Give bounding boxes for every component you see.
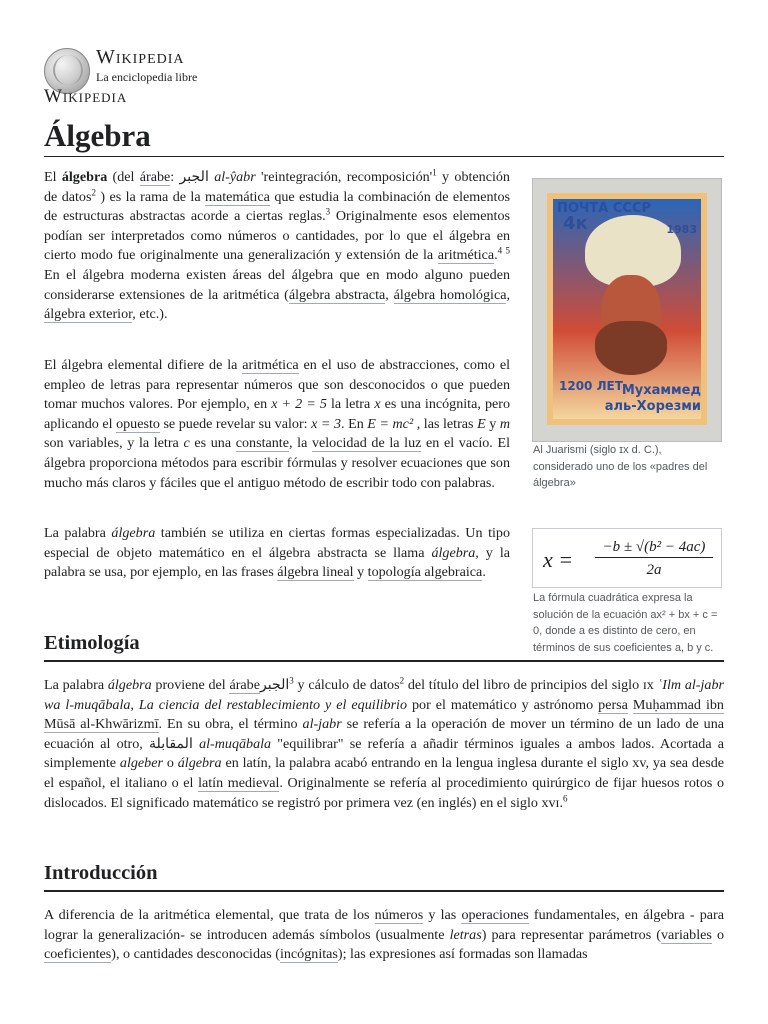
italic-term: letras xyxy=(449,926,482,943)
link-variables[interactable]: variables xyxy=(660,926,712,943)
math-expression: x = 3 xyxy=(311,415,342,432)
text: (del xyxy=(107,169,140,185)
link-algebra-lineal[interactable]: álgebra lineal xyxy=(277,564,354,581)
math-expression: E xyxy=(477,415,486,432)
text: ) para representar parámetros ( xyxy=(481,926,661,943)
italic-term: algeber xyxy=(119,755,163,772)
stamp-value-text: 4к xyxy=(563,213,588,234)
formula-numerator: −b ± √(b² − 4ac) xyxy=(595,539,713,558)
link-aritmetica[interactable]: aritmética xyxy=(437,247,495,264)
transliteration: al-ŷabr xyxy=(214,169,256,185)
text: , xyxy=(506,286,510,303)
text: que estudia la combinación de elementos de estructuras abstractas acorde a ciertas reglas. xyxy=(44,188,510,225)
italic-term: al-jabr xyxy=(302,716,342,733)
text: "equilibrar" se refería a añadir términos iguales a ambos lados. Acortada a simplemente xyxy=(44,735,724,772)
arabic-term: المقابلة xyxy=(148,735,193,752)
link-constante[interactable]: constante xyxy=(235,435,289,452)
page-title: Álgebra xyxy=(44,118,724,157)
italic-term: al-muqābala xyxy=(199,735,272,752)
italic-term: álgebra xyxy=(177,755,222,772)
link-algebra-abstracta[interactable]: álgebra abstracta xyxy=(288,286,386,303)
text: La palabra xyxy=(44,677,108,693)
text: A diferencia de la aritmética elemental, que trata de los xyxy=(44,907,375,923)
text: ), o cantidades desconocidas ( xyxy=(111,946,280,963)
stamp-name-line-2: аль-Хорезми xyxy=(604,399,701,414)
italic-term: álgebra xyxy=(107,677,152,693)
link-operaciones[interactable]: operaciones xyxy=(461,907,529,923)
text: ); las expresiones así formadas son llamadas xyxy=(337,946,588,963)
stamp-beard xyxy=(595,321,667,375)
stamp-year-text: 1983 xyxy=(666,223,697,236)
link-latin-medieval[interactable]: latín medieval xyxy=(198,774,280,791)
text: y obtención de datos xyxy=(44,169,510,205)
wikipedia-tagline: La enciclopedia libre xyxy=(96,70,198,84)
arabic-term: الجبر xyxy=(179,169,209,185)
text: El xyxy=(44,169,62,185)
reference-6[interactable]: 6 xyxy=(562,792,568,803)
etimologia-paragraph xyxy=(44,676,724,813)
math-expression: x + 2 = 5 xyxy=(271,396,327,413)
link-opuesto[interactable]: opuesto xyxy=(116,415,160,432)
text: , la xyxy=(288,435,312,452)
text: La palabra xyxy=(44,525,112,541)
text: se refería a la operación de mover un término de un lado de una ecuación al otro, xyxy=(44,716,725,752)
stamp-caption: Al Juarismi (siglo ɪx d. C.), considerado uno de los «padres del álgebra» xyxy=(533,444,708,489)
text: o xyxy=(711,926,725,943)
text: en el vacío. El álgebra proporciona métodos para escribir fórmulas y resolver ecuaciones que son mucho más claros y fáciles que el antiguo método de escribir todo con palabras. xyxy=(44,435,510,491)
link-numeros[interactable]: números xyxy=(374,907,424,923)
reference-3[interactable]: 3 xyxy=(289,675,294,686)
text: y xyxy=(353,564,368,581)
italic-term: álgebra xyxy=(431,544,476,561)
al-juarismi-stamp-image[interactable] xyxy=(532,178,722,442)
text: en el uso de abstracciones, como el empleo de letras para representar números que son desconocidos o que pueden tomar muchos valores. Por ejemplo, en xyxy=(44,357,510,413)
text: y xyxy=(485,415,500,432)
text: y las xyxy=(423,907,462,923)
introduccion-paragraph xyxy=(44,906,724,965)
bold-term: álgebra xyxy=(61,169,108,185)
text: la letra xyxy=(326,396,375,413)
link-matematica[interactable]: matemática xyxy=(204,188,270,205)
text: , xyxy=(385,286,394,303)
stamp-name-line-1: Мухаммед xyxy=(621,383,701,398)
text: fundamentales, en álgebra - para lograr la generalización- se introducen además símbolos (usualmente xyxy=(44,907,725,943)
math-expression: E = mc² xyxy=(367,415,414,432)
text: es una incógnita, pero aplicando el xyxy=(44,396,510,432)
text: son variables, y la letra xyxy=(44,435,184,452)
math-expression: m xyxy=(499,415,510,432)
intro-paragraph-3 xyxy=(44,524,510,583)
link-incognitas[interactable]: incógnitas xyxy=(279,946,338,963)
text: se puede revelar su valor: xyxy=(159,415,312,432)
quadratic-formula-image[interactable] xyxy=(532,528,722,588)
text: Originalmente esos elementos podían ser interpretados como números o cantidades, por lo que el álgebra en cierto modo fue originalmente una generalización y extensión de la xyxy=(44,208,510,264)
text: por el matemático y astrónomo xyxy=(407,696,599,713)
intro-paragraph-2 xyxy=(44,356,510,493)
text: , las letras xyxy=(413,415,478,432)
link-arabe[interactable]: árabe xyxy=(229,677,260,693)
formula-denominator: 2a xyxy=(646,562,662,578)
link-al-khwarizmi[interactable]: Muḥammad ibn Mūsā al-Khwārizmī xyxy=(44,696,724,733)
text: , etc.). xyxy=(132,306,168,323)
intro-paragraph-1 xyxy=(44,168,510,325)
text: El álgebra elemental difiere de la xyxy=(44,357,243,373)
text: . En su obra, el término xyxy=(158,716,303,733)
reference-3[interactable]: 3 xyxy=(325,206,331,217)
italic-term: álgebra xyxy=(111,525,156,541)
text: y cálculo de datos xyxy=(293,677,400,693)
math-expression: c xyxy=(183,435,190,452)
wikipedia-wordmark[interactable]: Wikipedia xyxy=(96,46,185,68)
formula-lhs: x = xyxy=(543,547,574,572)
text: . En xyxy=(341,415,368,432)
reference-2[interactable]: 2 xyxy=(399,675,405,686)
link-velocidad-de-la-luz[interactable]: velocidad de la luz xyxy=(311,435,422,452)
math-expression: x xyxy=(374,396,381,413)
text: ) es la rama de la xyxy=(95,188,205,205)
text: también se utiliza en ciertas formas especializadas. Un tipo especial de objeto matemático en el álgebra abstracta se llama xyxy=(44,525,510,561)
section-heading-introduccion: Introducción xyxy=(44,862,724,892)
book-title: ʿIlm al-jabr wa l-muqābala, La ciencia del restablecimiento y el equilibrio xyxy=(44,677,724,713)
text: , y la palabra se usa, por ejemplo, en las frases xyxy=(44,544,510,581)
reference-4-5[interactable]: 4 5 xyxy=(497,245,511,256)
link-arabe[interactable]: árabe xyxy=(139,169,171,185)
link-persa[interactable]: persa xyxy=(598,696,628,713)
text: . Originalmente se refería al procedimiento quirúrgico de fijar huesos rotos o dislocados. El significado matemático se registró por primera vez (en inglés) en el siglo xvɪ. xyxy=(44,774,725,811)
reference-2[interactable]: 2 xyxy=(91,186,96,197)
stamp-country-text: ПОЧТА СССР xyxy=(557,201,652,216)
link-aritmetica[interactable]: aritmética xyxy=(242,357,299,373)
text: En el álgebra moderna existen áreas del álgebra que en modo alguno pueden considerarse extensiones de la aritmética ( xyxy=(44,266,510,303)
text: o xyxy=(162,755,178,772)
stamp-artwork xyxy=(547,193,707,425)
text: : xyxy=(170,169,180,185)
site-header xyxy=(44,44,744,114)
text: del título del libro de principios del siglo ɪx xyxy=(404,677,658,693)
link-topologia-algebraica[interactable]: topología algebraica xyxy=(367,564,483,581)
text: en latín, la palabra acabó entrando en la lengua inglesa durante el siglo xv, ya sea desde el español, el italiano o el xyxy=(44,755,724,791)
wikipedia-wordmark-small: Wikipedia xyxy=(44,86,128,107)
text: proviene del xyxy=(151,677,230,693)
link-algebra-homologica[interactable]: álgebra homológica xyxy=(393,286,507,303)
stamp-anniversary-text: 1200 ЛЕТ xyxy=(559,379,623,393)
section-heading-etimologia: Etimología xyxy=(44,632,724,662)
link-coeficientes[interactable]: coeficientes xyxy=(44,946,112,963)
text: es una xyxy=(189,435,236,452)
link-algebra-exterior[interactable]: álgebra exterior xyxy=(44,306,133,323)
arabic-term: الجبر xyxy=(259,677,290,693)
text: 'reintegración, recomposición' xyxy=(255,169,433,185)
text: . xyxy=(482,564,486,581)
formula-caption: La fórmula cuadrática expresa la solución de la ecuación ax² + bx + c = 0, donde a es distinto de cero, en términos de sus coeficientes a, b y c. xyxy=(533,592,718,654)
reference-1[interactable]: 1 xyxy=(432,167,437,178)
text: . xyxy=(494,247,498,264)
